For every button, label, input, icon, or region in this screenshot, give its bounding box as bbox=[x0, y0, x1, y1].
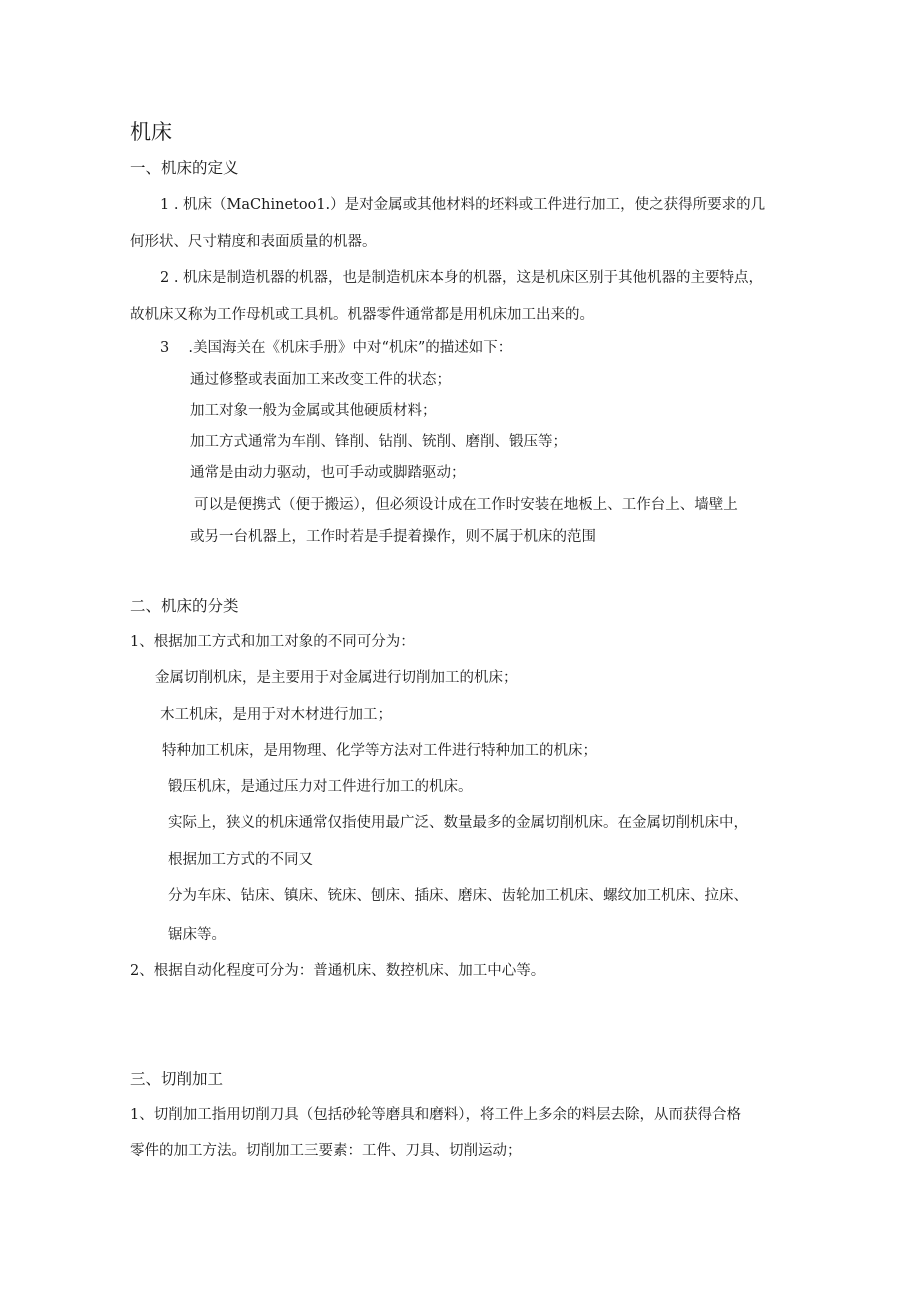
section-1-heading: 一、机床的定义 bbox=[130, 159, 239, 177]
s1-p2-line2: 故机床又称为工作母机或工具机。机器零件通常都是用机床加工出来的。 bbox=[130, 307, 594, 323]
s3-item1-line1: 1、切削加工指用切削刀具（包括砂轮等磨具和磨料），将工件上多余的料层去除，从而获得合格 bbox=[130, 1107, 741, 1123]
s1-p2-line1: 2 . 机床是制造机器的机器，也是制造机床本身的机器，这是机床区别于其他机器的主要特点， bbox=[160, 270, 764, 286]
s3-item1-line2: 零件的加工方法。切削加工三要素：工件、刀具、切削运动； bbox=[130, 1143, 522, 1159]
s2-line: 特种加工机床，是用物理、化学等方法对工件进行特种加工的机床； bbox=[162, 743, 597, 759]
s2-line: 分为车床、钻床、镇床、铳床、刨床、插床、磨床、齿轮加工机床、螺纹加工机床、拉床、 bbox=[168, 888, 748, 904]
s1-p1-line2: 何形状、尺寸精度和表面质量的机器。 bbox=[130, 234, 377, 250]
s1-p1-line1: 1 . 机床（MaChinetoo1.）是对金属或其他材料的坯料或工件进行加工，使之获得所要求的几 bbox=[160, 197, 766, 213]
s2-line: 实际上，狭义的机床通常仅指使用最广泛、数量最多的金属切削机床。在金属切削机床中， bbox=[168, 815, 748, 831]
s1-p3-item: 通过修整或表面加工来改变工件的状态； bbox=[190, 372, 451, 388]
section-3-heading: 三、切削加工 bbox=[130, 1070, 224, 1088]
section-2-heading: 二、机床的分类 bbox=[130, 597, 239, 615]
s2-item2: 2、根据自动化程度可分为：普通机床、数控机床、加工中心等。 bbox=[130, 963, 546, 979]
s1-p3-intro: 3 .美国海关在《机床手册》中对“机床”的描述如下： bbox=[160, 340, 513, 356]
s2-line: 锯床等。 bbox=[168, 927, 226, 943]
s2-line: 木工机床，是用于对木材进行加工； bbox=[160, 707, 392, 723]
s2-item1: 1、根据加工方式和加工对象的不同可分为： bbox=[130, 634, 415, 650]
document-title: 机床 bbox=[130, 120, 172, 144]
s1-p3-item: 加工对象一般为金属或其他硬质材料； bbox=[190, 403, 437, 419]
s1-p3-item: 或另一台机器上，工作时若是手提着操作，则不属于机床的范围 bbox=[190, 529, 596, 545]
s1-p3-item: 可以是便携式（便于搬运），但必须设计成在工作时安装在地板上、工作台上、墙壁上 bbox=[194, 497, 738, 513]
s1-p3-item: 通常是由动力驱动，也可手动或脚踏驱动； bbox=[190, 465, 466, 481]
s1-p3-item: 加工方式通常为车削、锋削、钻削、铳削、磨削、锻压等； bbox=[190, 434, 567, 450]
s2-line: 锻压机床，是通过压力对工件进行加工的机床。 bbox=[168, 779, 473, 795]
s2-line: 金属切削机床，是主要用于对金属进行切削加工的机床； bbox=[155, 670, 518, 686]
s2-line: 根据加工方式的不同又 bbox=[168, 852, 313, 868]
